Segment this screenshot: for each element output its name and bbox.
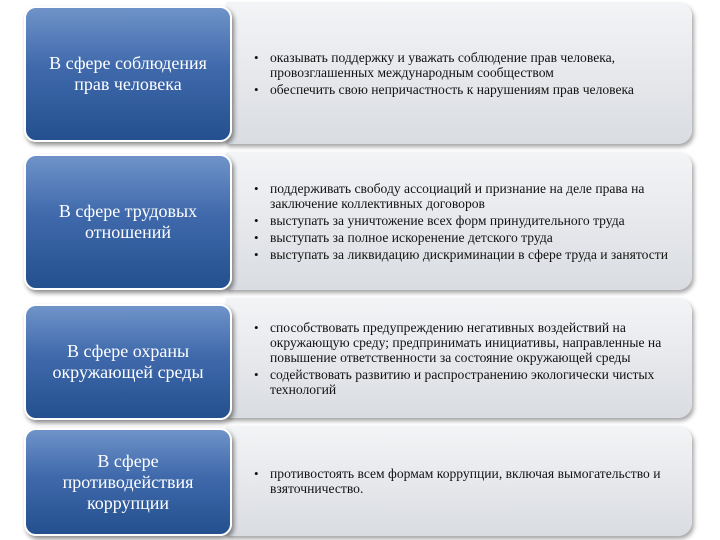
bullet-list xyxy=(254,179,674,264)
category-label: В сфере противодействия коррупции xyxy=(24,428,232,536)
category-label: В сфере соблюдения прав человека xyxy=(24,6,232,142)
content-panel xyxy=(226,2,692,144)
list-item: • выступать за уничтожение всех форм принудительного труда xyxy=(254,213,674,228)
content-panel xyxy=(226,298,692,418)
list-item: • содействовать развитию и распространению экологически чистых технологий xyxy=(254,367,674,397)
bullet-list xyxy=(254,48,674,99)
category-label: В сфере охраны окружающей среды xyxy=(24,304,232,420)
bullet-list xyxy=(254,318,674,399)
list-item: • обеспечить свою непричастность к нарушениям прав человека xyxy=(254,82,674,97)
content-panel xyxy=(226,426,692,536)
list-item: • оказывать поддержку и уважать соблюдение прав человека, провозглашенных международным сообществом xyxy=(254,50,674,80)
list-item: • поддерживать свободу ассоциаций и признание на деле права на заключение коллективных договоров xyxy=(254,181,674,211)
category-label: В сфере трудовых отношений xyxy=(24,154,232,290)
list-item: • выступать за ликвидацию дискриминации в сфере труда и занятости xyxy=(254,247,674,262)
content-panel xyxy=(226,152,692,290)
list-item: • выступать за полное искоренение детского труда xyxy=(254,230,674,245)
list-item: • противостоять всем формам коррупции, включая вымогательство и взяточничество. xyxy=(254,466,674,496)
list-item: • способствовать предупреждению негативных воздействий на окружающую среду; предпринимать инициативы, направленные на повышение ответственности за состояние окружающей среды xyxy=(254,320,674,365)
bullet-list xyxy=(254,464,674,498)
